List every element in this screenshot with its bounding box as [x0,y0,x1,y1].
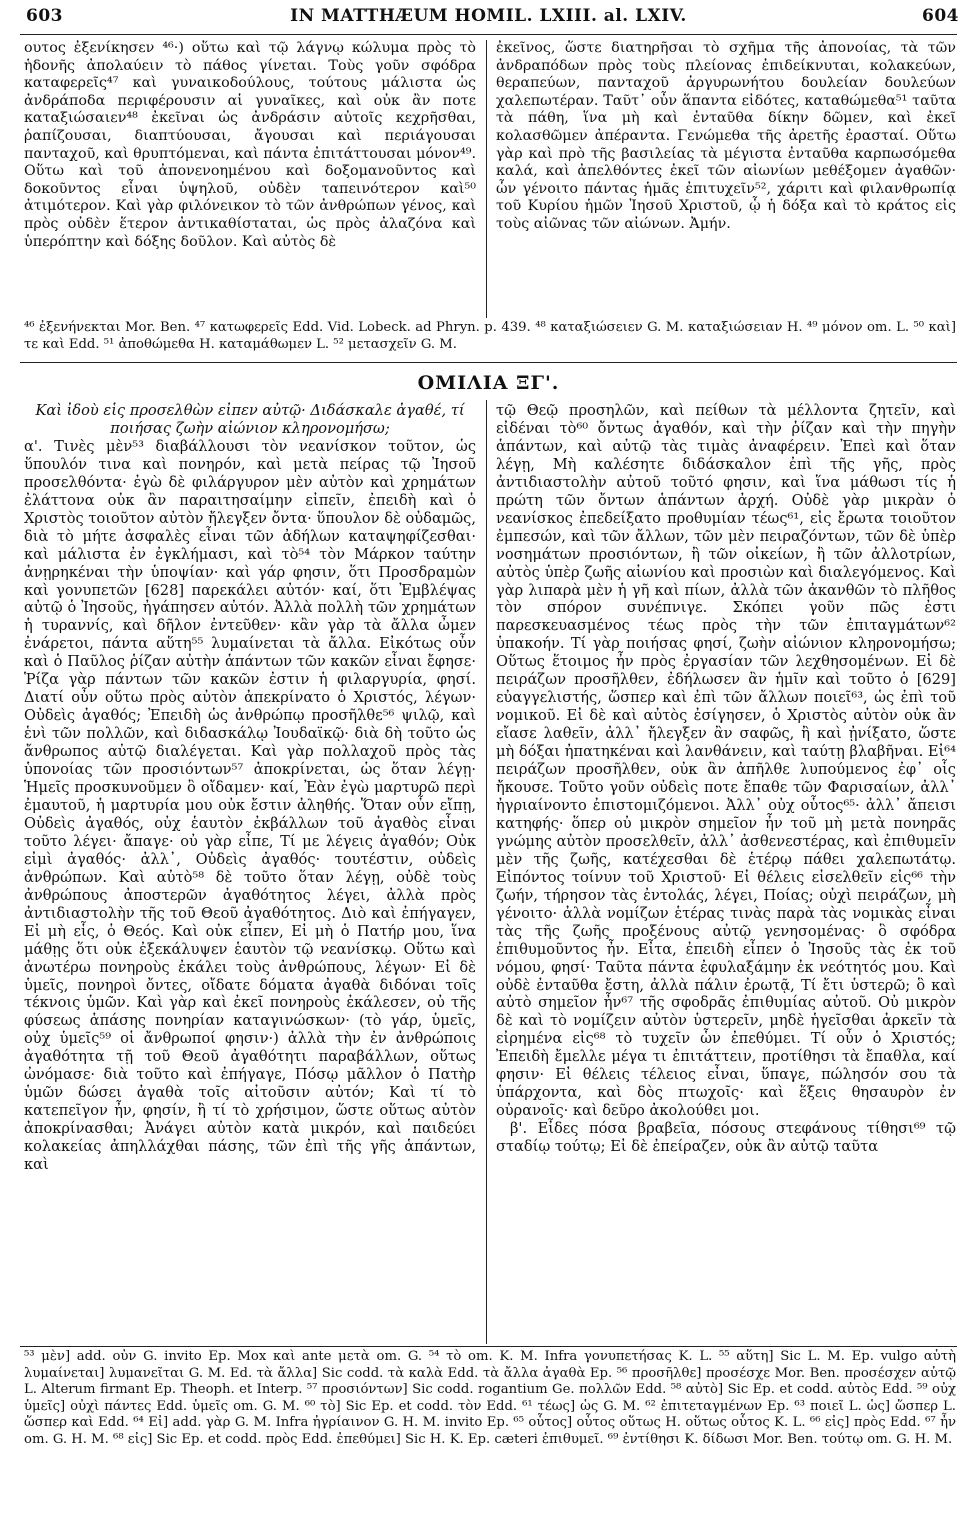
top-right-column [496,40,956,318]
page-number-left: 603 [26,6,63,26]
main-right-text: τῷ Θεῷ προσηλῶν, καὶ πείθων τὰ μέλλοντα ζητεῖν, καὶ εἰδέναι τὸ⁶⁰ ὄντως ἀγαθόν, καὶ τὴν ῥίζαν καὶ τὴν πηγὴν ἁπάντων, καὶ αὐτῷ τὰς τιμὰς ἀναφέρειν. Ἐπεὶ καὶ ὅταν λέγῃ, Μὴ καλέσητε διδάσκαλον ἐπὶ τῆς γῆς, πρὸς ἀντιδιαστολὴν αὐτοῦ τοῦτό φησιν, καὶ ἵνα μάθωσι τίς ἡ πρώτη τῶν ὄντων ἁπάντων ἀρχή. Οὐδὲ γὰρ μικρὰν ὁ νεανίσκος ἐπεδείξατο προθυμίαν τέως⁶¹, εἰς ἔρωτα τοιοῦτον ἐμπεσών, καὶ τῶν ἄλλων, τῶν μὲν πειραζόντων, τῶν δὲ ὑπὲρ νοσημάτων προσιόντων, ἢ τῶν οἰκείων, ἢ τῶν ἀλλοτρίων, αὐτὸς ὑπὲρ ζωῆς αἰωνίου καὶ προσιὼν καὶ διαλεγόμενος. Καὶ γὰρ λιπαρὰ μὲν ἡ γῆ καὶ πίων, ἀλλὰ τῶν ἀκανθῶν τὸ πλῆθος τὸν σπόρον συνέπνιγε. Σκόπει γοῦν πῶς ἐστι παρεσκευασμένος τέως πρὸς τὴν τῶν ἐπιταγμάτων⁶² ὑπακοήν. Τί γὰρ ποιήσας φησί, ζωὴν αἰώνιον κληρονομήσω; Οὕτως ἕτοιμος ἦν πρὸς ἐργασίαν τῶν λεχθησομένων. Εἰ δὲ πειράζων προσῆλθεν, ἐδήλωσεν ἂν ἡμῖν καὶ τοῦτο ὁ [629] εὐαγγελιστής, ὥσπερ καὶ ἐπὶ τῶν ἄλλων ποιεῖ⁶³, ὡς ἐπὶ τοῦ νομικοῦ. Εἰ δὲ καὶ αὐτὸς ἐσίγησεν, ὁ Χριστὸς αὐτὸν οὐκ ἂν εἴασε λαθεῖν, ἀλλ᾽ ἤλεγξεν ἂν σαφῶς, ἢ καὶ ᾐνίξατο, ὥστε μὴ δόξαι ἠπατηκέναι καὶ λανθάνειν, καὶ ταύτῃ βλαβῆναι. Εἰ⁶⁴ πειράζων προσῆλθεν, οὐκ ἂν ἀπῆλθε λυπούμενος ἐφ᾽ οἷς ἤκουσε. Τοῦτο γοῦν οὐδεὶς ποτε ἔπαθε τῶν Φαρισαίων, ἀλλ᾽ ἠγριαίνοντο ἐπιστομιζόμενοι. Ἀλλ᾽ οὐχ οὗτος⁶⁵· ἀλλ᾽ ἄπεισι κατηφής· ὅπερ οὐ μικρὸν σημεῖον ἦν τοῦ μὴ μετὰ πονηρᾶς γνώμης αὐτὸν προσελθεῖν, ἀλλ᾽ ἀσθενεστέρας, καὶ ἐπιθυμεῖν μὲν τῆς ζωῆς, κατέχεσθαι δὲ ἑτέρῳ πάθει χαλεπωτάτῳ. Εἰπόντος τοίνυν τοῦ Χριστοῦ· Εἰ θέλεις εἰσελθεῖν εἰς⁶⁶ τὴν ζωήν, τήρησον τὰς ἐντολάς, λέγει, Ποίας; οὐχὶ πειράζων, μὴ γένοιτο· ἀλλὰ νομίζων ἑτέρας τινὰς παρὰ τὰς νομικὰς εἶναι τὰς τῆς ζωῆς προξένους αὐτῷ γενησομένας· ὃ σφόδρα ἐπιθυμοῦντος ἦν. Εἶτα, ἐπειδὴ εἶπεν ὁ Ἰησοῦς τὰς ἐκ τοῦ νόμου, φησί· Ταῦτα πάντα ἐφυλαξάμην ἐκ νεότητός μου. Καὶ οὐδὲ ἐνταῦθα ἔστη, ἀλλὰ πάλιν ἐρωτᾷ, Τί ἔτι ὑστερῶ; ὃ καὶ αὐτὸ σημεῖον ἦν⁶⁷ τῆς σφοδρᾶς ἐπιθυμίας αὐτοῦ. Οὐ μικρὸν δὲ καὶ τὸ νομίζειν αὐτὸν ὑστερεῖν, μηδὲ ἡγεῖσθαι ἀρκεῖν τὰ εἰρημένα εἰς⁶⁸ τὸ τυχεῖν ὧν ἐπεθύμει. Τί οὖν ὁ Χριστός; Ἐπειδὴ ἔμελλε μέγα τι ἐπιτάττειν, προτίθησι τὰ ἔπαθλα, καί φησιν· Εἰ θέλεις τέλειος εἶναι, ὕπαγε, πώλησόν σου τὰ ὑπάρχοντα, καὶ δὸς πτωχοῖς· καὶ ἕξεις θησαυρὸν ἐν οὐρανοῖς· καὶ δεῦρο ἀκολούθει μοι. [496,402,956,1120]
bottom-footnotes-text: ⁵³ μὲν] add. οὖν G. invito Ep. Mox καὶ ante μετὰ om. G. ⁵⁴ τὸ om. K. M. Infra γονυπετήσας K. L. ⁵⁵ αὕτη] Sic L. M. Ep. vulgo αὐτὴ λυμαίνεται] λυμανεῖται G. M. Ed. τὰ ἄλλα] Sic codd. τὰ καλὰ Edd. τὰ ἄλλα ἀγαθὰ Ep. ⁵⁶ προσῆλθε] προσέσχε Mor. Ben. προσέσχεν αὐτῷ L. Alterum firmant Ep. Theoph. et Interp. ⁵⁷ προσιόντων] Sic codd. rogantium Ge. πολλῶν Edd. ⁵⁸ αὐτὸ] Sic Ep. et codd. αὐτὸς Edd. ⁵⁹ οὐχ ὑμεῖς] οὐχὶ πάντες Edd. ὑμεῖς om. G. M. ⁶⁰ τὸ] Sic Ep. et codd. τὸν Edd. ⁶¹ τέως] ὡς G. M. ⁶² ἐπιτεταγμένων Ep. ⁶³ ποιεῖ L. ὡς] ὥσπερ L. ὥσπερ καὶ Edd. ⁶⁴ Εἰ] add. γὰρ G. M. Infra ἠγρίαινον G. H. M. invito Ep. ⁶⁵ οὗτος] οὗτος οὕτως H. οὕτως οὗτος K. L. ⁶⁶ εἰς] πρὸς Edd. ⁶⁷ ἦν om. G. H. M. ⁶⁸ εἰς] Sic Ep. et codd. πρὸς Edd. ἐπεθύμει] Sic H. K. Ep. cæteri ἐπιθυμεῖ. ⁶⁹ ἐντίθησι K. δίδωσι Mor. Ben. τούτῳ om. G. H. M. [24,1349,956,1447]
column-divider-main [486,400,487,1344]
top-left-column [24,40,476,318]
column-divider-top [486,40,487,318]
footnote-rule [20,1346,957,1347]
header-rule [20,34,957,35]
section-rule [20,362,957,363]
top-footnotes [24,320,956,358]
main-left-text: α'. Τινὲς μὲν⁵³ διαβάλλουσι τὸν νεανίσκον τοῦτον, ὡς ὕπουλόν τινα καὶ πονηρόν, καὶ μετὰ πείρας τῷ Ἰησοῦ προσελθόντα· ἐγὼ δὲ φιλάργυρον μὲν αὐτὸν καὶ χρημάτων ἐλάττονα οὐκ ἂν παραιτησαίμην εἰπεῖν, ἐπειδὴ καὶ ὁ Χριστὸς τοιοῦτον αὐτὸν ἤλεγξεν ὄντα· ὕπουλον δὲ οὐδαμῶς, διὰ τὸ μήτε ἀσφαλὲς εἶναι τῶν ἀδήλων καταψηφίζεσθαι· καὶ μάλιστα ἐν ἐγκλήμασι, καὶ τὸ⁵⁴ τὸν Μάρκον ταύτην ἀνῃρηκέναι τὴν ὑποψίαν· καὶ γάρ φησιν, ὅτι Προσδραμὼν καὶ γονυπετῶν [628] παρεκάλει αὐτόν· καί, ὅτι Ἐμβλέψας αὐτῷ ὁ Ἰησοῦς, ἠγάπησεν αὐτόν. Ἀλλὰ πολλὴ τῶν χρημάτων ἡ τυραννίς, καὶ δῆλον ἐντεῦθεν· κἂν γὰρ τὰ ἄλλα ὦμεν ἐνάρετοι, πάντα αὕτη⁵⁵ λυμαίνεται τὰ ἄλλα. Εἰκότως οὖν καὶ ὁ Παῦλος ῥίζαν αὐτὴν ἁπάντων τῶν κακῶν εἶναι ἔφησε· Ῥίζα γὰρ πάντων τῶν κακῶν ἐστιν ἡ φιλαργυρία, φησί. Διατί οὖν οὕτω πρὸς αὐτὸν ἀπεκρίνατο ὁ Χριστός, λέγων· Οὐδεὶς ἀγαθός; Ἐπειδὴ ὡς ἀνθρώπῳ προσῆλθε⁵⁶ ψιλῷ, καὶ ἑνὶ τῶν πολλῶν, καὶ διδασκάλῳ Ἰουδαϊκῷ· διὰ δὴ τοῦτο ὡς ἄνθρωπος αὐτῷ διαλέγεται. Καὶ γὰρ πολλαχοῦ πρὸς τὰς ὑπονοίας τῶν προσιόντων⁵⁷ ἀποκρίνεται, ὡς ὅταν λέγῃ· Ἡμεῖς προσκυνοῦμεν ὃ οἴδαμεν· καί, Ἐὰν ἐγὼ μαρτυρῶ περὶ ἐμαυτοῦ, ἡ μαρτυρία μου οὐκ ἔστιν ἀληθής. Ὅταν οὖν εἴπῃ, Οὐδεὶς ἀγαθός, οὐχ ἑαυτὸν ἐκβάλλων τοῦ ἀγαθὸς εἶναι τοῦτο λέγει· ἄπαγε· οὐ γὰρ εἶπε, Τί με λέγεις ἀγαθόν; Οὐκ εἰμὶ ἀγαθός· ἀλλ᾽, Οὐδεὶς ἀγαθός· τουτέστιν, οὐδεὶς ἀνθρώπων. Καὶ αὐτὸ⁵⁸ δὲ τοῦτο ὅταν λέγῃ, οὐδὲ τοὺς ἀνθρώπους ἀποστερῶν ἀγαθότητος λέγει, ἀλλὰ πρὸς ἀντιδιαστολὴν τῆς τοῦ Θεοῦ ἀγαθότητος. Διὸ καὶ ἐπήγαγεν, Εἰ μὴ εἷς, ὁ Θεός. Καὶ οὐκ εἶπεν, Εἰ μὴ ὁ Πατήρ μου, ἵνα μάθῃς ὅτι οὐκ ἐξεκάλυψεν ἑαυτὸν τῷ νεανίσκῳ. Οὕτω καὶ ἀνωτέρω πονηροὺς ἐκάλει τοὺς ἀνθρώπους, λέγων· Εἰ δὲ ὑμεῖς, πονηροὶ ὄντες, οἴδατε δόματα ἀγαθὰ διδόναι τοῖς τέκνοις ὑμῶν. Καὶ γὰρ καὶ ἐκεῖ πονηροὺς ἐκάλεσεν, οὐ τῆς φύσεως ἁπάσης πονηρίαν καταγινώσκων· (τὸ γάρ, ὑμεῖς, οὐχ ὑμεῖς⁵⁹ οἱ ἄνθρωποί φησιν·) ἀλλὰ τὴν ἐν ἀνθρώποις ἀγαθότητα τῇ τοῦ Θεοῦ ἀγαθότητι παραβάλλων, οὕτως ὠνόμασε· διὰ τοῦτο καὶ ἐπήγαγε, Πόσῳ μᾶλλον ὁ Πατὴρ ὑμῶν δώσει ἀγαθὰ τοῖς αἰτοῦσιν αὐτόν; Καὶ τί τὸ κατεπεῖγον ἦν, φησίν, ἢ τί τὸ χρήσιμον, ὥστε οὕτως αὐτὸν ἀποκρίνασθαι; Ἀνάγει αὐτὸν κατὰ μικρόν, καὶ παιδεύει κολακείας ἀπηλλάχθαι πάσης, τῶν ἐπὶ τῆς γῆς ἁπάντων, καὶ [24,437,476,1174]
main-right-column [496,402,956,1342]
top-left-text: ουτος ἐξενίκησεν ⁴⁶·) οὕτω καὶ τῷ λάγνῳ κώλυμα πρὸς τὸ ἡδονῆς ἀπολαύειν τὸ πάθος γίνεται. Τοὺς γοῦν σφόδρα καταφερεῖς⁴⁷ καὶ γυναικοδούλους, τούτους μάλιστα ὡς ἀνδράποδα περιφέρουσιν αἱ γυναῖκες, καὶ οὐκ ἂν ποτε καταξιώσαιεν⁴⁸ ἐκεῖναι ὡς ἀνδράσιν αὐτοῖς κεχρῆσθαι, ῥαπίζουσαι, διαπτύουσαι, ἄγουσαι καὶ περιάγουσαι πανταχοῦ, καὶ θρυπτόμεναι, καὶ πάντα ἐπιτάττουσαι μόνον⁴⁹. Οὕτω καὶ τοῦ ἀπονενοημένου καὶ δοξομανοῦντος καὶ δοκοῦντος εἶναι ὑψηλοῦ, οὐδὲν ταπεινότερον καὶ⁵⁰ ἀτιμότερον. Καὶ γὰρ φιλόνεικον τὸ τῶν ἀνθρώπων γένος, καὶ πρὸς οὐδὲν ἕτερον ἀντικαθίσταται, ὡς πρὸς ἀλαζόνα καὶ ὑπερόπτην καὶ δόξης δοῦλον. Καὶ αὐτὸς δὲ [24,40,476,250]
main-left-column [24,402,476,1342]
page-number-right: 604 [922,6,959,26]
running-title: IN MATTHÆUM HOMIL. LXIII. al. LXIV. [290,6,687,26]
homily-lemma: Καὶ ἰδοὺ εἷς προσελθὼν εἶπεν αὐτῷ· Διδάσκαλε ἀγαθέ, τί ποιήσας ζωὴν αἰώνιον κληρονομήσω; [35,402,465,437]
bottom-footnotes [24,1349,956,1537]
top-footnotes-text: ⁴⁶ ἐξενήνεκται Mor. Ben. ⁴⁷ κατωφερεῖς Edd. Vid. Lobeck. ad Phryn. p. 439. ⁴⁸ καταξιώσειεν G. M. καταξιώσειαν H. ⁴⁹ μόνον om. L. ⁵⁰ καὶ] τε καὶ Edd. ⁵¹ ἀποθώμεθα H. καταμάθωμεν L. ⁵² μετασχεῖν G. M. [24,320,956,352]
running-header [14,6,963,32]
top-right-text: ἐκεῖνος, ὥστε διατηρῆσαι τὸ σχῆμα τῆς ἀπονοίας, τὰ τῶν ἀνδραπόδων πρὸς τοὺς πλείονας ἐπιδείκνυται, κολακεύων, θεραπεύων, πανταχοῦ ἀργυρωνήτου δουλείαν δουλεύων χαλεπωτέραν. Ταῦτ᾽ οὖν ἅπαντα εἰδότες, καταθώμεθα⁵¹ ταῦτα τὰ πάθη, ἵνα μὴ καὶ ἐνταῦθα δίκην δῶμεν, καὶ ἐκεῖ κολασθῶμεν ἀπέραντα. Γενώμεθα τῆς ἀρετῆς ἐρασταί. Οὕτω γὰρ καὶ πρὸ τῆς βασιλείας τὰ μέγιστα ἐνταῦθα καρπωσόμεθα καλά, καὶ ἀπελθόντες ἐκεῖ τῶν αἰωνίων μεθέξομεν ἀγαθῶν· ὧν γένοιτο πάντας ἡμᾶς ἐπιτυχεῖν⁵², χάριτι καὶ φιλανθρωπίᾳ τοῦ Κυρίου ἡμῶν Ἰησοῦ Χριστοῦ, ᾧ ἡ δόξα καὶ τὸ κράτος εἰς τοὺς αἰῶνας τῶν αἰώνων. Ἀμήν. [496,40,956,232]
main-right-text-section-b: β'. Εἶδες πόσα βραβεῖα, πόσους στεφάνους τίθησι⁶⁹ τῷ σταδίῳ τούτῳ; Εἰ δὲ ἐπείραζεν, οὐκ ἂν αὐτῷ ταῦτα [496,1120,956,1156]
homily-title: ΟΜΙΛΙΑ ΞΓ'. [417,372,560,394]
